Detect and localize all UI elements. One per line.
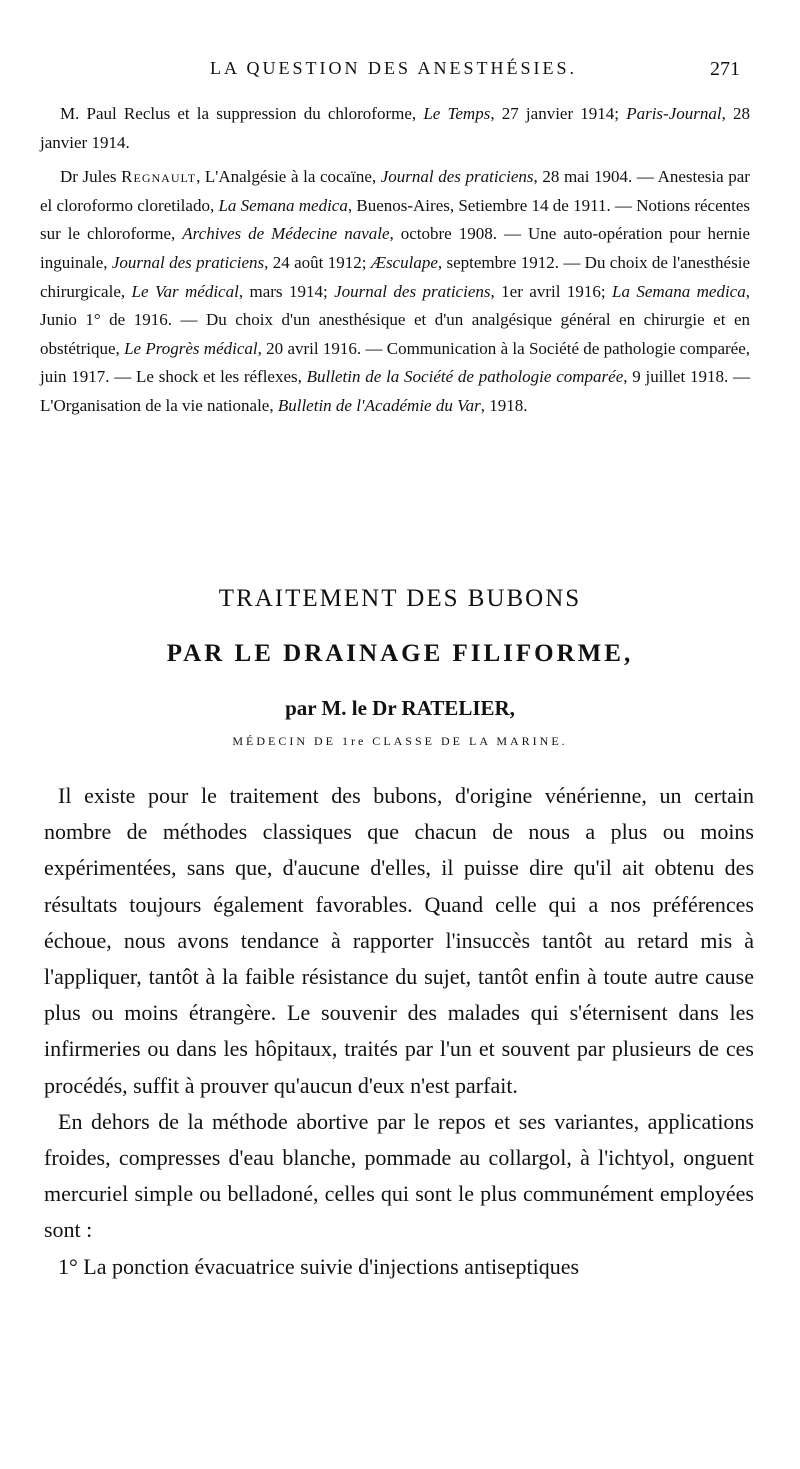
running-head (40, 58, 740, 88)
article-title-line-2: PAR LE DRAINAGE FILIFORME, (166, 640, 634, 667)
bibliography-entry-regnault: Dr Jules Regnault, L'Analgésie à la cocaïne, Journal des praticiens, 28 mai 1904. — Anestesia par el cloroformo cloretilado, La Semana medica, Buenos-Aires, Setiembre 14 de 1911. — Notions récentes sur le chloroforme, Archives de Médecine navale, octobre 1908. — Une auto-opération pour hernie inguinale, Journal des praticiens, 24 août 1912; Æsculape, septembre 1912. — Du choix de l'anesthésie chirurgicale, Le Var médical, mars 1914; Journal des praticiens, 1er avril 1916; La Semana medica, Junio 1° de 1916. — Du choix d'un anesthésique et d'un analgésique général en chirurgie et en obstétrique, Le Progrès médical, 20 avril 1916. — Communication à la Société de pathologie comparée, juin 1917. — Le shock et les réflexes, Bulletin de la Société de pathologie comparée, 9 juillet 1918. — L'Organisation de la vie nationale, Bulletin de l'Académie du Var, 1918. (40, 167, 751, 415)
body-paragraph: En dehors de la méthode abortive par le repos et ses variantes, applications froides, compresses d'eau blanche, pommade au collargol, à l'ichtyol, onguent mercuriel simple ou belladoné, celles qui sont le plus communément employées sont : (44, 1108, 754, 1243)
article-author: par M. le Dr RATELIER, (285, 696, 515, 720)
article-title-line-1: TRAITEMENT DES BUBONS (218, 585, 582, 612)
article-body (44, 778, 754, 1285)
bibliography-entry-reclus: M. Paul Reclus et la suppression du chloroforme, Le Temps, 27 janvier 1914; Paris-Journal, 28 janvier 1914. (40, 104, 750, 152)
page-number: 271 (710, 58, 740, 80)
bibliography-block (40, 100, 750, 421)
body-paragraph: Il existe pour le traitement des bubons, d'origine vénérienne, un certain nombre de méthodes classiques que chacun de nous a plus ou moins expérimentées, sans que, d'aucune d'elles, il puisse dire qu'il ait obtenu des résultats toujours également favorables. Quand celle qui a nos préférences échoue, nous avons tendance à rapporter l'insuccès tantôt au retard mis à l'appliquer, tantôt à la faible résistance du sujet, tantôt enfin à toute autre cause plus ou moins étrangère. Le souvenir des malades qui s'éternisent dans les infirmeries ou dans les hôpitaux, traités par l'un et souvent par plusieurs de ces procédés, suffit à prouver qu'aucun d'eux n'est parfait. (44, 783, 754, 1098)
running-title: LA QUESTION DES ANESTHÉSIES. (210, 58, 578, 78)
body-paragraph: 1° La ponction évacuatrice suivie d'injections antiseptiques (58, 1253, 580, 1279)
author-affiliation: MÉDECIN DE 1re CLASSE DE LA MARINE. (232, 734, 568, 748)
